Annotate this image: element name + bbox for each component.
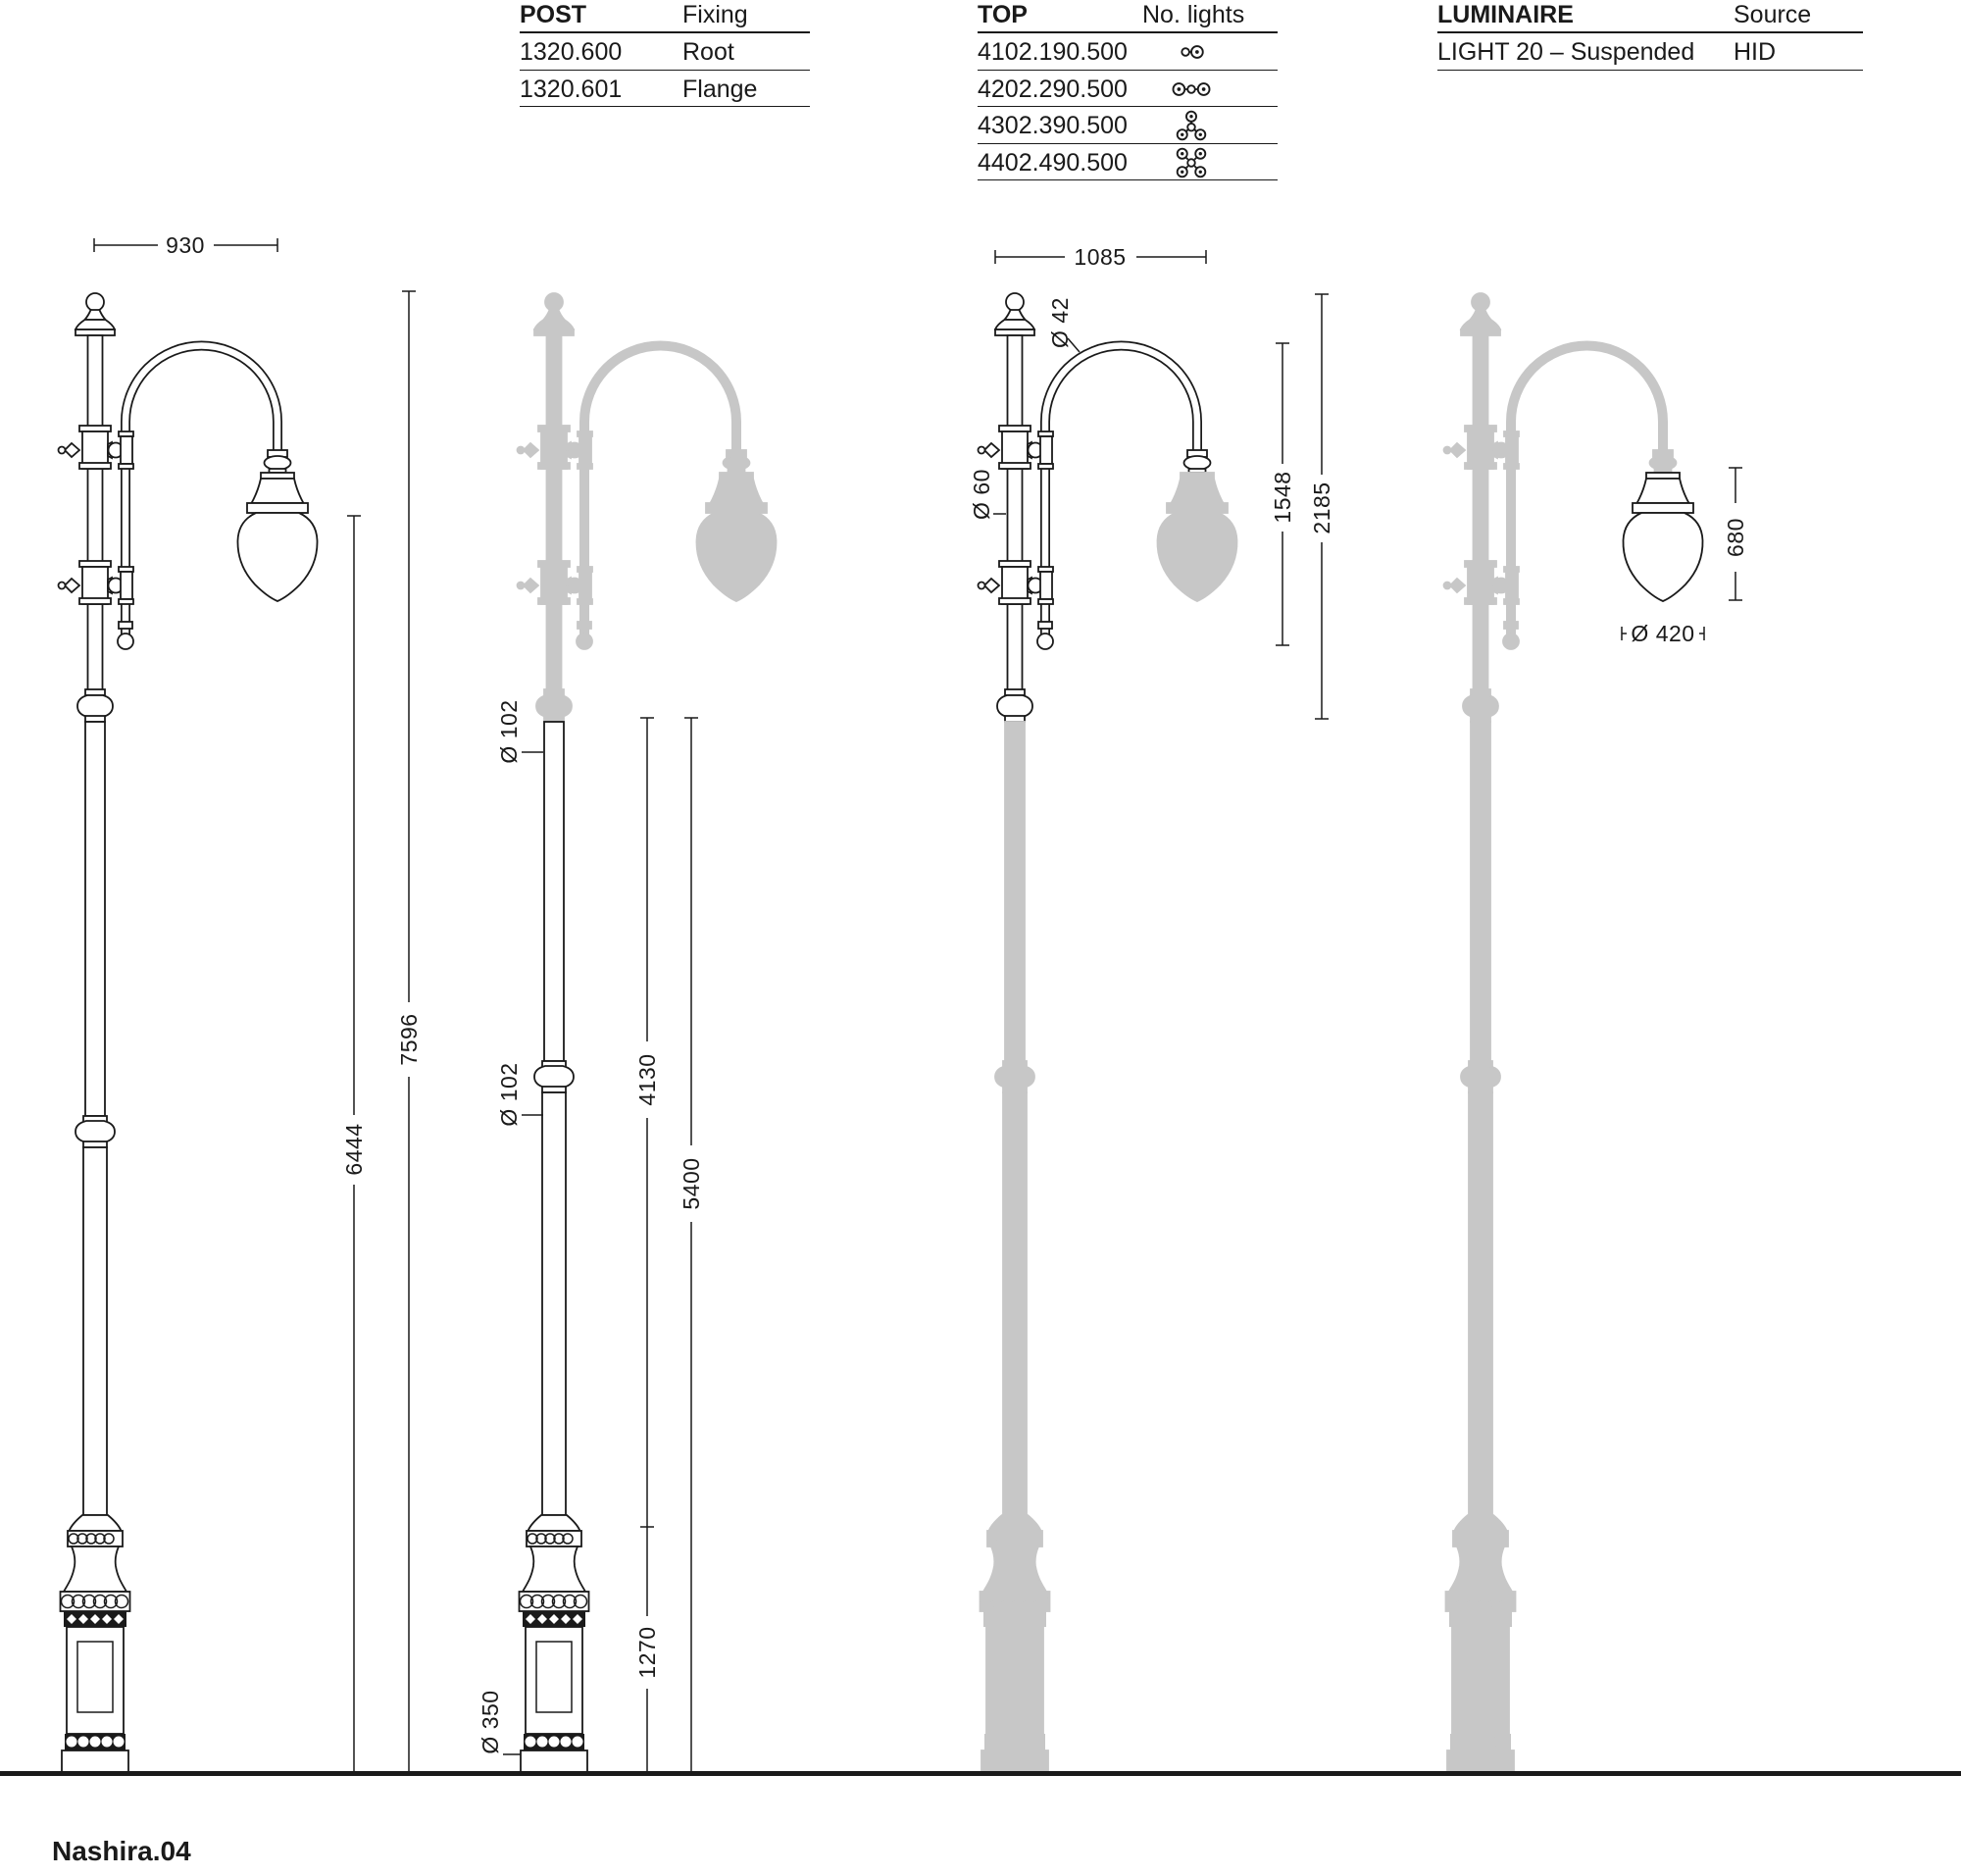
post-code: 1320.600 bbox=[520, 38, 623, 66]
lights-3-icon bbox=[1160, 110, 1223, 141]
luminaire-source: HID bbox=[1734, 38, 1777, 66]
top-table-header bbox=[978, 2, 1278, 33]
post-table-col2-header: Fixing bbox=[682, 1, 748, 28]
dim-arm-diameter: Ø 42 bbox=[1047, 297, 1073, 348]
lights-4-icon bbox=[1160, 147, 1223, 178]
top-code: 4302.390.500 bbox=[978, 112, 1128, 139]
dim-luminaire-diameter: Ø 420 bbox=[1631, 621, 1695, 646]
lights-2-icon bbox=[1160, 74, 1223, 105]
product-name: Nashira.04 bbox=[52, 1836, 191, 1866]
post-table bbox=[520, 2, 810, 107]
top-table bbox=[978, 2, 1278, 180]
dim-top-height: 2185 bbox=[1309, 482, 1334, 534]
luminaire-table-header bbox=[1437, 2, 1863, 33]
dim-arm-drop: 1548 bbox=[1270, 471, 1295, 524]
figure-top-highlighted bbox=[979, 293, 1237, 1775]
dim-base-diameter: Ø 350 bbox=[478, 1690, 503, 1754]
dim-luminaire-height: 680 bbox=[1723, 518, 1748, 557]
table-row bbox=[978, 107, 1278, 144]
post-fixing: Flange bbox=[682, 75, 758, 103]
dim-post-height: 5400 bbox=[679, 1157, 704, 1210]
luminaire-table bbox=[1437, 2, 1863, 71]
luminaire-table-col2-header: Source bbox=[1734, 1, 1812, 28]
post-table-title: POST bbox=[520, 1, 587, 28]
top-code: 4402.490.500 bbox=[978, 148, 1128, 177]
table-row bbox=[520, 71, 810, 108]
dim-height-to-luminaire: 6444 bbox=[341, 1123, 367, 1176]
lights-1-icon bbox=[1160, 36, 1223, 68]
dim-pole-diameter: Ø 60 bbox=[969, 469, 994, 520]
dim-arm-width-1: 930 bbox=[166, 232, 205, 258]
table-row bbox=[978, 33, 1278, 71]
dim-upper-section: 4130 bbox=[634, 1053, 660, 1106]
dim-total-height: 7596 bbox=[396, 1013, 422, 1066]
post-code: 1320.601 bbox=[520, 75, 623, 103]
top-table-title: TOP bbox=[978, 1, 1028, 28]
table-row bbox=[978, 71, 1278, 108]
figure-luminaire-highlighted bbox=[1444, 293, 1703, 1775]
table-row bbox=[520, 33, 810, 71]
dim-lower-diameter: Ø 102 bbox=[496, 1062, 522, 1127]
ground-line bbox=[0, 1771, 1961, 1776]
top-table-col2-header: No. lights bbox=[1142, 1, 1245, 28]
top-code: 4202.290.500 bbox=[978, 75, 1128, 103]
dim-upper-diameter: Ø 102 bbox=[496, 699, 522, 764]
top-code: 4102.190.500 bbox=[978, 38, 1128, 66]
table-row bbox=[1437, 33, 1863, 71]
luminaire-table-title: LUMINAIRE bbox=[1437, 1, 1574, 28]
dim-arm-width-3: 1085 bbox=[1074, 244, 1127, 270]
table-row bbox=[978, 144, 1278, 181]
figure-complete-post-detailed bbox=[59, 293, 318, 1775]
luminaire-model: LIGHT 20 – Suspended bbox=[1437, 38, 1695, 66]
post-fixing: Root bbox=[682, 38, 734, 66]
post-table-header bbox=[520, 2, 810, 33]
dim-base-height: 1270 bbox=[634, 1626, 660, 1679]
